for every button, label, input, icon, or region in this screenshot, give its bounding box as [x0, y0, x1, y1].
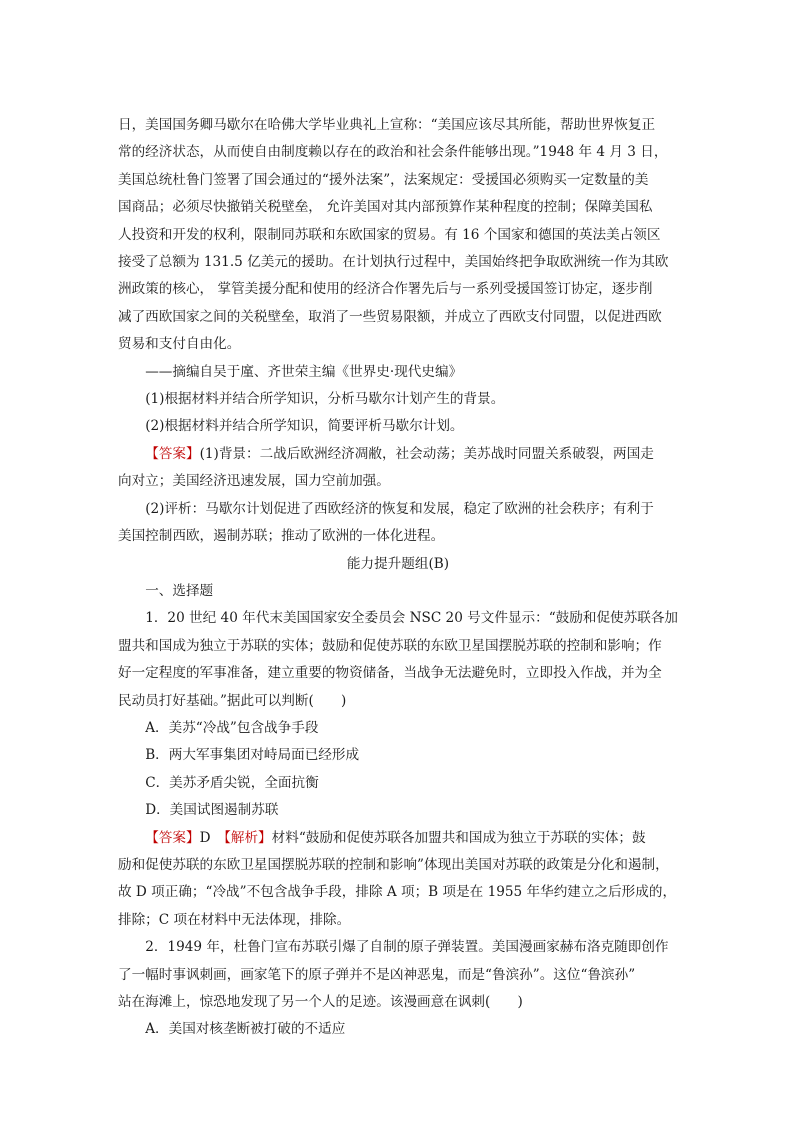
answer-text: 向对立；美国经济迅速发展，国力空前加强。 [118, 473, 390, 490]
answer-text: (1)背景：二战后欧洲经济凋敝，社会动荡；美苏战时同盟关系破裂，两国走 [199, 445, 654, 462]
document-page [118, 112, 678, 1044]
question-stem-line: 2．1949 年，杜鲁门宣布苏联引爆了自制的原子弹装置。美国漫画家赫布洛克随即创作 [145, 939, 669, 956]
question-2: (2)根据材料并结合所学知识，简要评析马歇尔计划。 [145, 418, 464, 435]
analysis-text: 故 D 项正确；“冷战”不包含战争手段，排除 A 项；B 项是在 1955 年华约建立之后形成的， [118, 884, 677, 901]
option-b: B．两大军事集团对峙局面已经形成 [145, 747, 360, 764]
answer-text: 美国控制西欧，遏制苏联；推动了欧洲的一体化进程。 [118, 528, 445, 545]
question-stem-line: 1．20 世纪 40 年代末美国国家安全委员会 NSC 20 号文件显示：“鼓励和促使苏联各加 [145, 610, 679, 627]
question-1: (1)根据材料并结合所学知识，分析马歇尔计划产生的背景。 [145, 391, 505, 408]
answer-analysis [118, 825, 678, 852]
option-a: A．美国对核垄断被打破的不适应 [145, 1021, 346, 1038]
analysis-text: 材料“鼓励和促使苏联各加盟共和国成为独立于苏联的实体；鼓 [271, 829, 646, 846]
text-line: 美国总统杜鲁门签署了国会通过的“援外法案”，法案规定：受援国必须购买一定数量的美 [118, 171, 649, 188]
analysis-tag: 【解析】 [224, 829, 272, 846]
option-a: A．美苏“冷战”包含战争手段 [145, 719, 319, 736]
question-stem-line: 了一幅时事讽刺画，画家笔下的原子弹并不是凶神恶鬼，而是“鲁滨孙”。这位“鲁滨孙” [118, 966, 636, 983]
answer-tag: 【答案】 [145, 829, 200, 846]
section-title: 能力提升题组(B) [346, 555, 450, 572]
text-line: 接受了总额为 131.5 亿美元的援助。在计划执行过程中，美国始终把争取欧洲统一作为其欧 [118, 254, 669, 271]
material-paragraph [118, 112, 678, 359]
question-block-1 [118, 605, 678, 934]
question-block-2 [118, 934, 678, 1044]
answer-text: (2)评析：马歇尔计划促进了西欧经济的恢复和发展，稳定了欧洲的社会秩序；有利于 [145, 500, 654, 517]
option-c: C．美苏矛盾尖锐，全面抗衡 [145, 774, 319, 791]
answer-tag: 【答案】 [145, 445, 200, 462]
material-source: ——摘编自吴于廑、齐世荣主编《世界史·现代史编》 [145, 363, 463, 380]
text-line: 洲政策的核心， 掌管美援分配和使用的经济合作署先后与一系列受援国签订协定，逐步削 [118, 281, 653, 298]
text-line: 常的经济状态，从而使自由制度赖以存在的政治和社会条件能够出现。”1948 年 4 月 3 日， [118, 144, 668, 161]
answer-block [118, 441, 678, 468]
section-subtitle: 一、选择题 [145, 582, 214, 599]
analysis-text: 励和促使苏联的东欧卫星国摆脱苏联的控制和影响”体现出美国对苏联的政策是分化和遏制， [118, 856, 669, 873]
option-d: D．美国试图遏制苏联 [145, 802, 279, 819]
question-stem-line: 盟共和国成为独立于苏联的实体；鼓励和促使苏联的东欧卫星国摆脱苏联的控制和影响；作 [118, 637, 662, 654]
answer-value: D [199, 829, 225, 846]
analysis-text: 排除；C 项在材料中无法体现，排除。 [118, 911, 351, 928]
text-line: 国商品；必须尽快撤销关税壁垒， 允许美国对其内部预算作某种程度的控制；保障美国私 [118, 199, 653, 216]
text-line: 日，美国国务卿马歇尔在哈佛大学毕业典礼上宣称：“美国应该尽其所能，帮助世界恢复正 [118, 117, 656, 133]
question-stem-line: 好一定程度的军事准备，建立重要的物资储备，当战争无法避免时，立即投入作战，并为全 [118, 665, 662, 682]
text-line: 减了西欧国家之间的关税壁垒，取消了一些贸易限额，并成立了西欧支付同盟，以促进西欧 [118, 308, 662, 325]
question-stem-line: 站在海滩上，惊恐地发现了另一个人的足迹。该漫画意在讽刺( ) [118, 994, 523, 1010]
text-line: 贸易和支付自由化。 [118, 336, 241, 353]
question-stem-line: 民动员打好基础。”据此可以判断( ) [118, 692, 347, 709]
text-line: 人投资和开发的权利，限制同苏联和东欧国家的贸易。有 16 个国家和德国的英法美占领区 [118, 226, 661, 243]
